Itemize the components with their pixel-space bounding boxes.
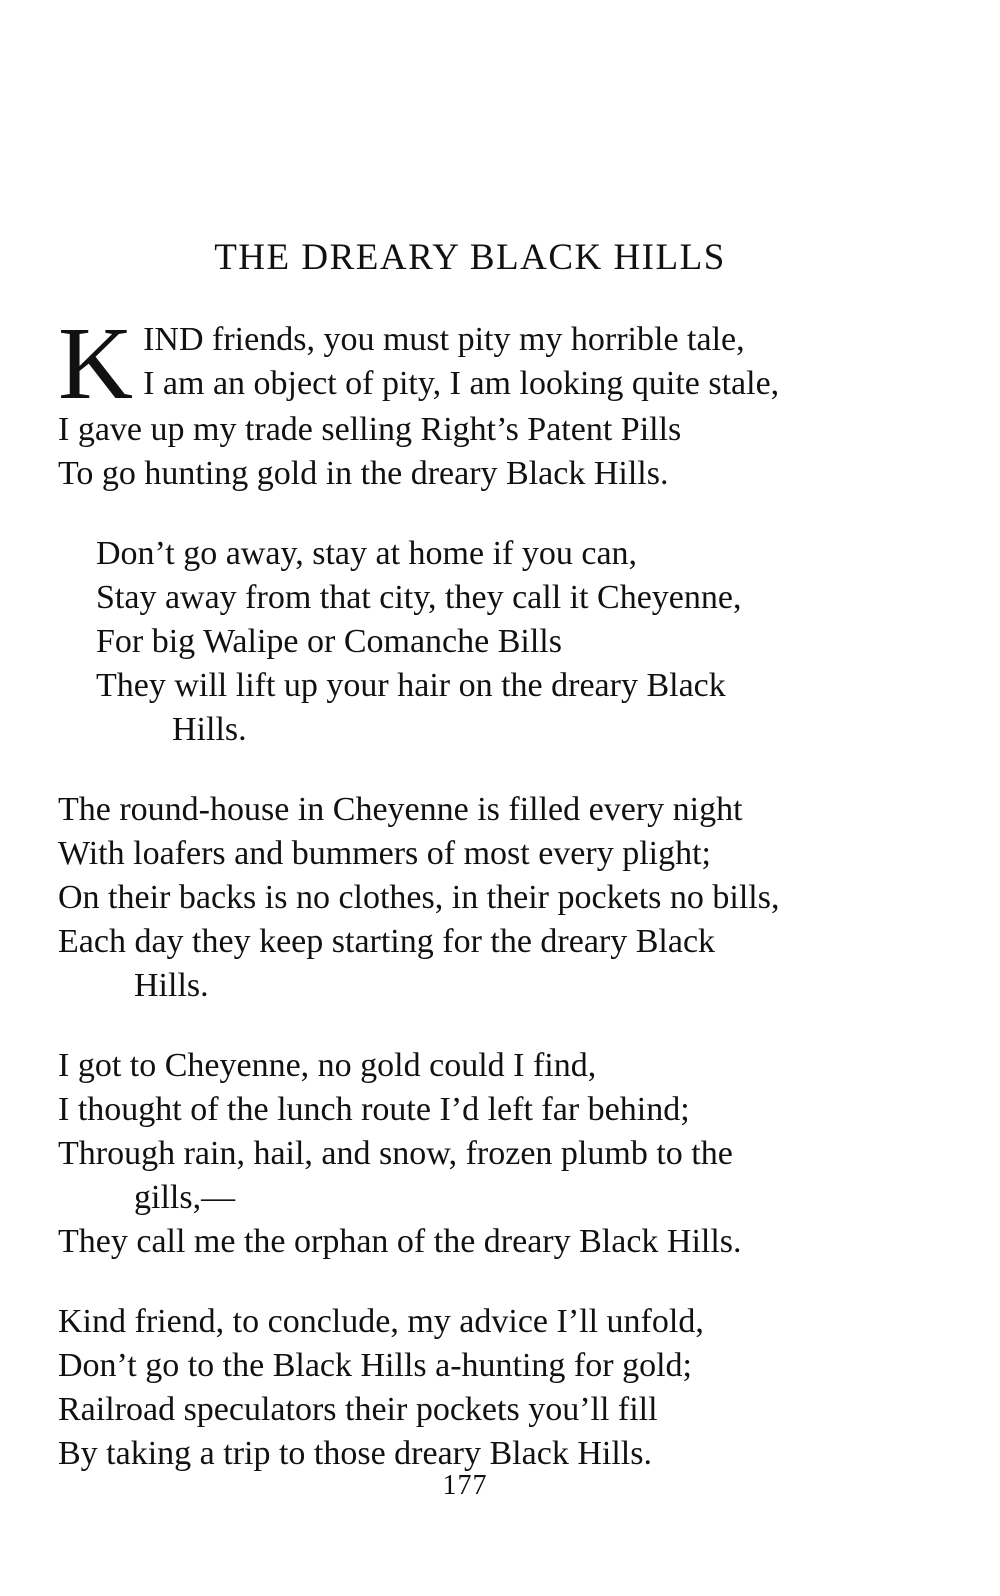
poem-line: To go hunting gold in the dreary Black Hills. xyxy=(58,455,669,492)
poem-line-continuation: Hills. xyxy=(172,711,247,748)
poem-line: They will lift up your hair on the dreary Black xyxy=(96,667,726,704)
poem-body xyxy=(58,306,938,1512)
poem-line: Kind friend, to conclude, my advice I’ll unfold, xyxy=(58,1303,704,1340)
page-number: 177 xyxy=(442,1470,488,1501)
poem-line: Stay away from that city, they call it Cheyenne, xyxy=(96,579,742,616)
poem-line: Railroad speculators their pockets you’ll fill xyxy=(58,1391,658,1428)
stanza-1 xyxy=(58,306,938,496)
poem-line: Don’t go away, stay at home if you can, xyxy=(96,535,638,572)
stanza-5 xyxy=(58,1300,938,1476)
poem-line: Through rain, hail, and snow, frozen plumb to the xyxy=(58,1135,733,1172)
stanza-3 xyxy=(58,788,938,1008)
poem-line: On their backs is no clothes, in their pockets no bills, xyxy=(58,879,780,916)
poem-line: They call me the orphan of the dreary Black Hills. xyxy=(58,1223,742,1260)
poem-line: By taking a trip to those dreary Black Hills. xyxy=(58,1435,652,1472)
poem-line: IND friends, you must pity my horrible tale, xyxy=(143,321,745,358)
poem-line: For big Walipe or Comanche Bills xyxy=(96,623,562,660)
poem-line: I thought of the lunch route I’d left far behind; xyxy=(58,1091,690,1128)
poem-line: With loafers and bummers of most every plight; xyxy=(58,835,711,872)
stanza-4 xyxy=(58,1044,938,1264)
poem-line: I got to Cheyenne, no gold could I find, xyxy=(58,1047,597,1084)
drop-cap: K xyxy=(58,306,134,421)
poem-line: I am an object of pity, I am looking quite stale, xyxy=(143,365,780,402)
poem-title: THE DREARY BLACK HILLS xyxy=(214,237,726,278)
poem-line: The round-house in Cheyenne is filled every night xyxy=(58,791,743,828)
poem-line: Each day they keep starting for the dreary Black xyxy=(58,923,716,960)
stanza-2-chorus xyxy=(96,532,938,752)
poem-line-continuation: gills,— xyxy=(134,1179,236,1216)
poem-line: I gave up my trade selling Right’s Patent Pills xyxy=(58,411,682,448)
poem-line-continuation: Hills. xyxy=(134,967,209,1004)
poem-line: Don’t go to the Black Hills a-hunting for gold; xyxy=(58,1347,692,1384)
